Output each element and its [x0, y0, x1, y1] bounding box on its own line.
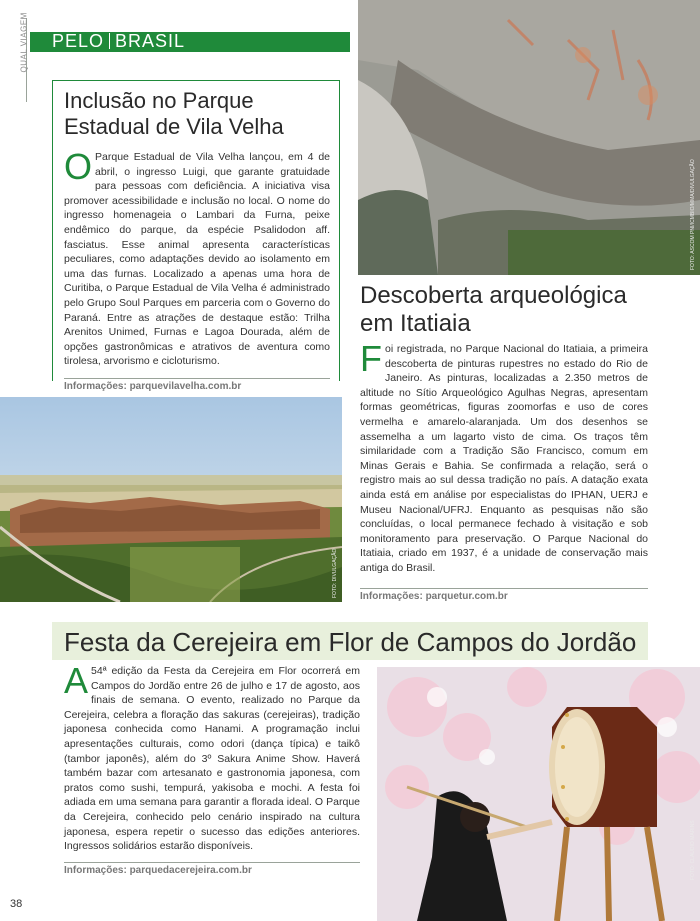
- section-word-1: PELO: [52, 31, 105, 51]
- article1-info-rule: [64, 378, 330, 379]
- article3-dropcap: A: [64, 660, 89, 701]
- article3-info: Informações: parquedacerejeira.com.br: [64, 865, 252, 876]
- page-number: 38: [10, 898, 23, 910]
- article1-photo-credit: FOTO: DIVULGAÇÃO: [332, 548, 338, 598]
- itatiaia-image: [358, 0, 700, 275]
- article3-title-light: em Flor de Campos do Jordão: [285, 627, 637, 657]
- article1-title-light: Inclusão no: [64, 88, 177, 113]
- article2-info: Informações: parquetur.com.br: [360, 591, 508, 602]
- article1-title: [64, 88, 284, 140]
- article3-title-bold: Festa da Cerejeira: [64, 627, 278, 657]
- article2-title-line2: em Itatiaia: [360, 310, 471, 337]
- taiko-photo: [377, 667, 700, 921]
- article2-photo-credit: FOTO: ASCOM PNI/ICMBIO/MMA/DIVULGAÇÃO: [690, 159, 696, 270]
- article3-text: 54ª edição da Festa da Cerejeira em Flor ocorrerá em Campos do Jordão entre 26 de julho e 17 de agosto, aos finais de semana. O evento, realizado no Parque da Cerejeira, celebra a floração das sakuras (cerejeiras), tradição japonesa conhecida como Hanami. A programação inclui apresentações culturais, como odori (dança típica) e taikô (tambor japonês), além do 3º Sakura Anime Show. Haverá também bazar com artesanato e gastronomia japonesa, com pratos como sushi, tempurá, yakisoba e mochi. A festa foi adiada em uma semana para garantir a florada ideal. O Parque da Cerejeira, conhecido pelo cenário inspirado na cultura japonesa, espera repetir o sucesso das edições anteriores. Ingressos solidários estarão disponíveis.: [64, 665, 360, 853]
- vila-velha-image: [0, 397, 342, 602]
- article3-body: [64, 660, 360, 854]
- article2-body: [360, 338, 648, 576]
- article1-dropcap: O: [64, 146, 93, 187]
- article3-title: [64, 627, 636, 658]
- section-word-2: BRASIL: [115, 31, 186, 51]
- itatiaia-photo: [358, 0, 700, 275]
- taiko-image: [377, 667, 700, 921]
- vila-velha-photo: [0, 397, 342, 602]
- article2-title-bold: Descoberta arqueológica: [360, 282, 627, 309]
- article1-body: [64, 146, 330, 369]
- article2-text: oi registrada, no Parque Nacional do Itatiaia, a primeira descoberta de pinturas rupestres no estado do Rio de Janeiro. As pinturas, localizadas a 2.350 metros de altitude no Sítio Arqueológico Agulhas Negras, apresentam formas geométricas, figuras zoomorfas e uso de cores vermelha e amarelo-alaranjada. Um dos desenhos se assemelha a um lagarto visto de cima. Os traços têm similaridade com a Tradição São Francisco, comum em Minas Gerais e Bahia. Se confirmada a relação, será o registro mais ao sul dessa tradição no país. A datação exata ainda está em análise por especialistas do IPHAN, UERJ e Museu Nacional/UFRJ. Enquanto as pesquisas não são concluídas, o local permanece fechado à visitação e sob monitoramento para preservação. O Parque Nacional do Itatiaia, criado em 1937, é a unidade de conservação mais antiga do Brasil.: [360, 343, 648, 574]
- article1-info: Informações: parquevilavelha.com.br: [64, 381, 242, 392]
- article2-dropcap: F: [360, 338, 382, 379]
- article1-title-line2: Estadual de Vila Velha: [64, 114, 284, 139]
- article2-title: [360, 282, 627, 338]
- article1-title-bold: Parque: [182, 88, 254, 113]
- article3-info-rule: [64, 862, 360, 863]
- publication-label: QUAL VIAGEM: [19, 12, 29, 73]
- article2-info-rule: [360, 588, 648, 589]
- section-title: [52, 31, 185, 52]
- article1-text: Parque Estadual de Vila Velha lançou, em 4 de abril, o ingresso Luigi, que garante gratuidade para pessoas com deficiência. A iniciativa visa promover acessibilidade e inclusão no local. O nome do ingresso homenageia o Lambari da Furna, peixe endêmico do parque, da espécie Psalidodon aff. fasciatus. Esse animal apresenta características peculiares, como adaptações devido ao isolamento em uma das furnas. Localizado a apenas uma hora de Curitiba, o Parque Estadual de Vila Velha é administrado pelo Grupo Soul Parques em parceria com o Governo do Paraná. Entre as atrações de destaque estão: Trilha Arenitos Unimed, Furnas e Lagoa Dourada, além de opções gastronômicas e atrativos de aventura como tirolesa, arvorismo e cicloturismo.: [64, 151, 330, 368]
- article3-photo-credit: FOTO: CLAUDIO MARINS: [690, 820, 696, 880]
